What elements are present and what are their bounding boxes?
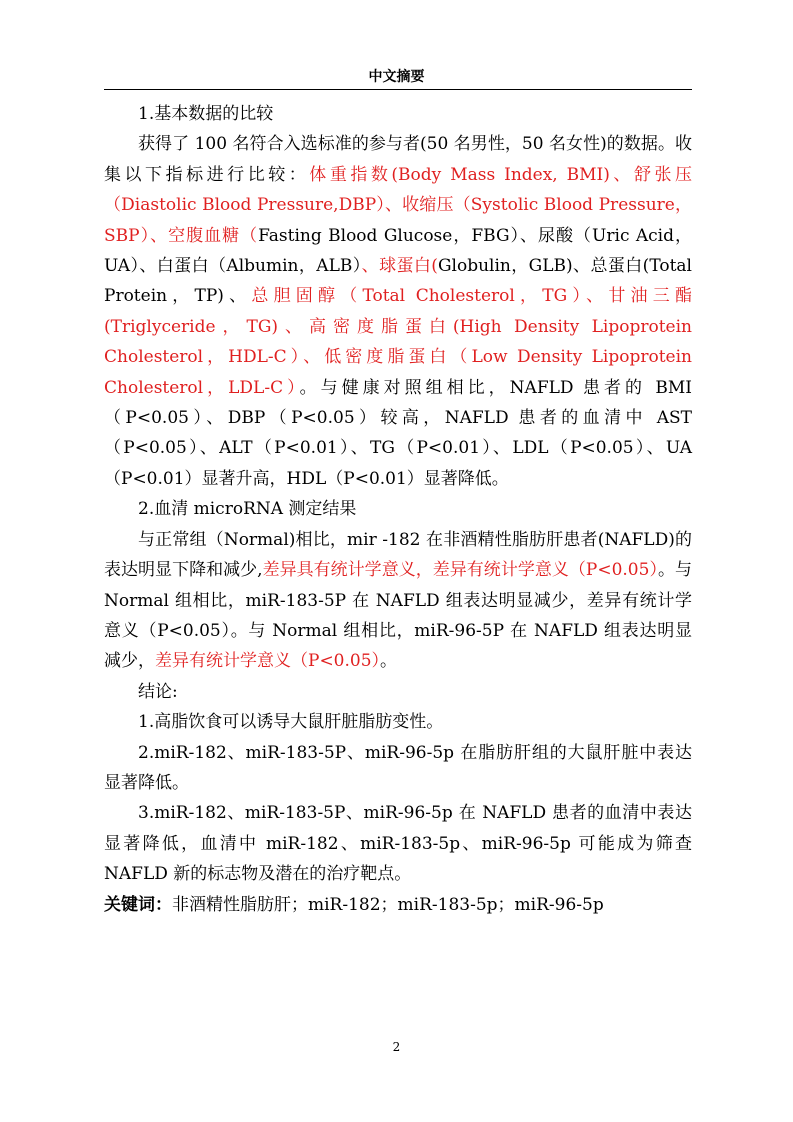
section-1-paragraph xyxy=(104,129,692,494)
text-run: Fasting Blood Glucose，FBG）、尿酸（Uric Acid，UA）、白蛋白（Albumin，ALB） xyxy=(104,225,693,277)
text-run: 获得了 100 名符合入选标准的参与者(50 名男性，50 名女性)的数据。收集以下指标进行比较： xyxy=(104,134,692,185)
text-run: Globulin，GLB)、总蛋白(Total Protein，TP)、 xyxy=(104,256,692,307)
conclusion-item: 3.miR-182、miR-183-5P、miR-96-5p 在 NAFLD 患者的血清中表达显著降低，血清中 miR-182、miR-183-5p、miR-96-5p 可能成为筛查 NAFLD 新的标志物及潜在的治疗靶点。 xyxy=(104,803,692,885)
conclusion-item: 2.miR-182、miR-183-5P、miR-96-5p 在脂肪肝组的大鼠肝脏中表达显著降低。 xyxy=(104,742,692,793)
page-number: 2 xyxy=(392,1040,401,1054)
section-2-heading: 2.血清 microRNA 测定结果 xyxy=(138,499,357,520)
text-run: 。 xyxy=(380,651,398,672)
conclusion-item: 1.高脂饮食可以诱导大鼠肝脏脂肪变性。 xyxy=(138,712,444,733)
header-rule xyxy=(104,89,692,90)
section-1-heading: 1.基本数据的比较 xyxy=(138,104,274,124)
section-2-paragraph xyxy=(104,525,692,677)
emphasis-run: 差异具有统计学意义，差异有统计学意义（P<0.05） xyxy=(262,560,658,581)
abstract-body xyxy=(104,99,692,920)
text-run: 。与健康对照组相比，NAFLD 患者的 BMI（P<0.05）、DBP（P<0.05）较高，NAFLD 患者的血清中 AST（P<0.05）、ALT（P<0.01）、TG（P<0.01）、LDL（P<0.05）、UA（P<0.01）显著升高，HDL（P<0.01）显著降低。 xyxy=(104,377,692,489)
text-run: 。与 Normal 组相比，miR-183-5P 在 NAFLD 组表达明显减少，差异有统计学意义（P<0.05）。与 Normal 组相比，miR-96-5P 在 NAFLD 组表达明显减少， xyxy=(104,560,693,672)
keywords-line xyxy=(104,890,692,920)
emphasis-run: 、球蛋白( xyxy=(361,256,438,277)
conclusion-heading: 结论: xyxy=(138,681,178,702)
keywords-label: 关键词： xyxy=(104,894,172,915)
keywords-text: 非酒精性脂肪肝；miR-182；miR-183-5p；miR-96-5p xyxy=(172,894,604,915)
emphasis-run: 差异有统计学意义（P<0.05） xyxy=(155,651,381,672)
text-run: 与正常组（Normal)相比，mir -182 在非酒精性脂肪肝患者(NAFLD)的表达明显下降和减少, xyxy=(104,529,692,581)
emphasis-run: 体重指数(Body Mass Index, BMI)、舒张压（Diastolic Blood Pressure,DBP）、收缩压（Systolic Blood Pressure，SBP）、空腹血糖（ xyxy=(104,164,693,246)
emphasis-run: 总胆固醇（Total Cholesterol，TG）、甘油三酯(Triglyceride，TG)、高密度脂蛋白(High Density Lipoprotein Cholesterol，HDL-C）、低密度脂蛋白（Low Density Lipoprotein Cholesterol，LDL-C） xyxy=(104,286,692,398)
page-header-title: 中文摘要 xyxy=(368,69,425,85)
